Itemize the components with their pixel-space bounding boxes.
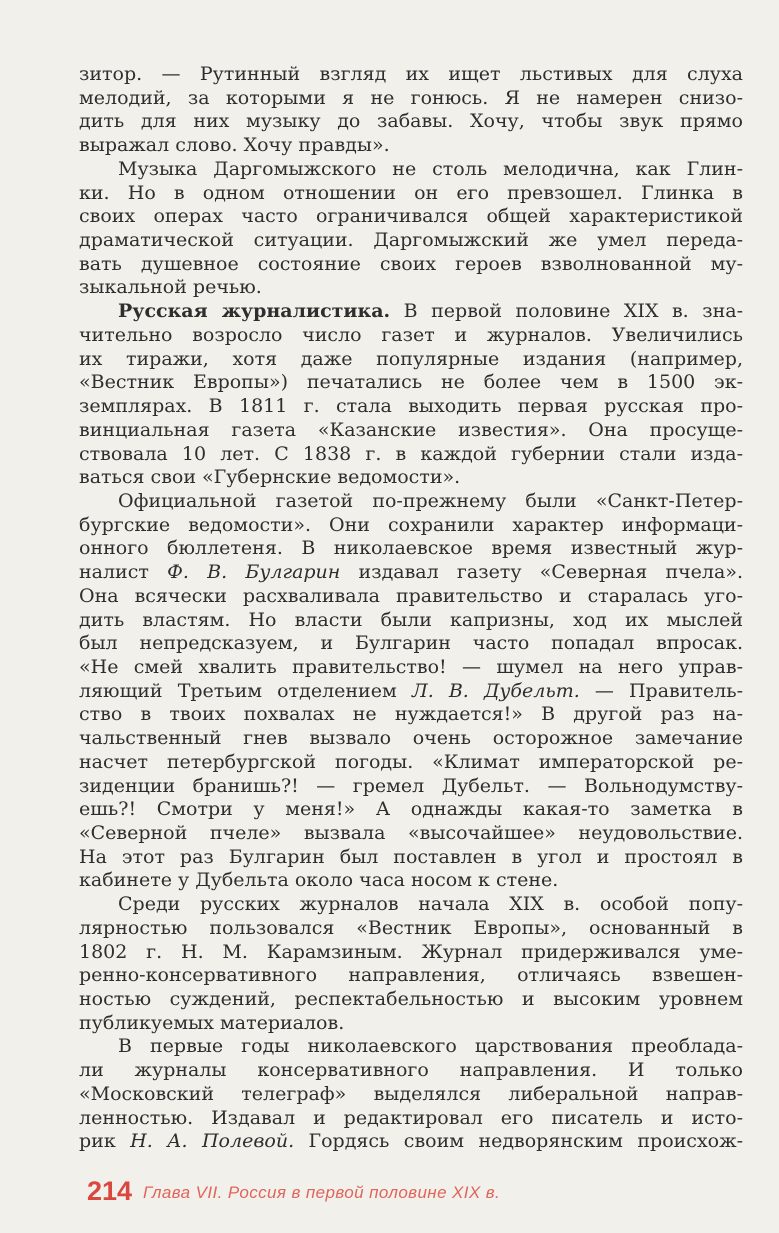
- text-line: [79, 609, 743, 633]
- text-segment: «Вестник Европы») печатались не более чем в 1500 эк-: [79, 371, 743, 394]
- text-line: [79, 182, 743, 206]
- text-line: [79, 822, 743, 846]
- text-line: [79, 917, 743, 941]
- text-segment: выражал слово. Хочу правды».: [79, 134, 390, 157]
- text-segment: налист: [79, 561, 168, 584]
- text-segment: Среди русских журналов начала XIX в. особой попу-: [118, 893, 743, 916]
- text-segment: ствовала 10 лет. С 1838 г. в каждой губернии стали изда-: [79, 442, 743, 465]
- text-line: [79, 110, 743, 134]
- text-line: [79, 846, 743, 870]
- text-segment: мелодий, за которыми я не гонюсь. Я не намерен снизо-: [79, 86, 743, 109]
- text-segment: зыкальной речью.: [79, 276, 262, 299]
- text-segment: Официальной газетой по-прежнему были «Санкт-Петер-: [118, 489, 743, 512]
- text-segment: ство в твоих похвалах не нуждается!» В другой раз на-: [79, 703, 743, 726]
- text-line: [79, 869, 743, 893]
- person-name: Н. А. Полевой.: [130, 1130, 295, 1153]
- text-line: [79, 134, 743, 158]
- text-segment: чительно возросло число газет и журналов. Увеличились: [79, 323, 743, 346]
- text-segment: «Не смей хвалить правительство! — шумел на него управ-: [79, 655, 743, 678]
- text-line: [79, 348, 743, 372]
- text-segment: дить властям. Но власти были капризны, ход их мыслей: [79, 608, 743, 631]
- text-line: [79, 585, 743, 609]
- text-line: [79, 751, 743, 775]
- text-segment: «Московский телеграф» выделялся либеральной направ-: [79, 1082, 743, 1105]
- paragraph: [79, 893, 743, 1035]
- text-line: [79, 1059, 743, 1083]
- paragraph: [79, 1035, 743, 1154]
- text-segment: кабинете у Дубельта около часа носом к стене.: [79, 869, 559, 892]
- text-line: [79, 158, 743, 182]
- text-segment: винциальная газета «Казанские известия». Она просуще-: [79, 418, 743, 441]
- text-segment: ленностью. Издавал и редактировал его писатель и исто-: [79, 1106, 743, 1129]
- text-segment: рик: [79, 1130, 131, 1153]
- person-name: Ф. В. Булгарин: [167, 561, 341, 584]
- text-line: [79, 727, 743, 751]
- text-segment: чальственный гнев вызвало очень осторожное замечание: [79, 727, 743, 750]
- text-line: [79, 443, 743, 467]
- text-line: [79, 300, 743, 324]
- text-line: [79, 941, 743, 965]
- text-line: [79, 87, 743, 111]
- running-head: Глава VII. Россия в первой половине XIX в.: [143, 1183, 501, 1202]
- text-line: [79, 253, 743, 277]
- text-line: [79, 205, 743, 229]
- paragraph: [79, 158, 743, 300]
- text-segment: насчет петербургской погоды. «Климат императорской ре-: [79, 750, 743, 773]
- text-line: [79, 1107, 743, 1131]
- text-line: [79, 1012, 743, 1036]
- text-segment: 1802 г. Н. М. Карамзиным. Журнал придерживался уме-: [79, 940, 743, 963]
- text-line: [79, 703, 743, 727]
- text-segment: зитор. — Рутинный взгляд их ищет льстивых для слуха: [79, 63, 743, 85]
- text-segment: ляющий Третьим отделением: [79, 679, 412, 702]
- text-segment: Музыка Даргомыжского не столь мелодична, как Глин-: [118, 157, 743, 180]
- text-segment: дить для них музыку до забавы. Хочу, чтобы звук прямо: [79, 110, 743, 133]
- page-number: 214: [87, 1176, 133, 1206]
- text-line: [79, 656, 743, 680]
- text-line: [79, 466, 743, 490]
- text-line: [79, 798, 743, 822]
- text-line: [79, 561, 743, 585]
- text-line: [79, 1130, 743, 1154]
- body-text: [79, 63, 743, 1154]
- text-line: [79, 680, 743, 704]
- text-line: [79, 371, 743, 395]
- text-line: [79, 1035, 743, 1059]
- text-line: [79, 1083, 743, 1107]
- text-segment: В первой половине XIX в. зна-: [390, 300, 743, 323]
- text-segment: «Северной пчеле» вызвала «высочайшее» неудовольствие.: [79, 822, 743, 844]
- text-segment: Гордясь своим недворянским происхож-: [294, 1130, 743, 1153]
- text-segment: онного бюллетеня. В николаевское время известный жур-: [79, 537, 743, 560]
- text-segment: публикуемых материалов.: [79, 1011, 345, 1034]
- text-line: [79, 514, 743, 538]
- text-segment: своих операх часто ограничивался общей характеристикой: [79, 205, 743, 228]
- text-segment: был непредсказуем, и Булгарин часто попадал впросак.: [79, 632, 743, 655]
- text-line: [79, 419, 743, 443]
- paragraph: [79, 63, 743, 158]
- text-segment: земплярах. В 1811 г. стала выходить первая русская про-: [79, 395, 743, 418]
- text-segment: зиденции бранишь?! — гремел Дубельт. — Вольнодумству-: [79, 774, 743, 797]
- text-line: [79, 893, 743, 917]
- text-line: [79, 63, 743, 87]
- text-segment: лярностью пользовался «Вестник Европы», основанный в: [79, 916, 743, 939]
- text-segment: издавал газету «Северная пчела».: [340, 561, 743, 584]
- text-segment: бургские ведомости». Они сохранили характер информаци-: [79, 513, 743, 536]
- text-segment: их тиражи, хотя даже популярные издания (например,: [79, 347, 743, 370]
- paragraph: [79, 300, 743, 490]
- text-segment: ренно-консервативного направления, отличаясь взвешен-: [79, 964, 743, 987]
- text-segment: ки. Но в одном отношении он его превзошел. Глинка в: [79, 181, 743, 204]
- text-line: [79, 229, 743, 253]
- text-segment: драматической ситуации. Даргомыжский же умел переда-: [79, 229, 743, 252]
- text-segment: Она всячески расхваливала правительство и старалась уго-: [79, 584, 743, 607]
- person-name: Л. В. Дубельт.: [411, 679, 580, 702]
- section-heading: Русская журналистика.: [118, 300, 391, 323]
- text-segment: ностью суждений, респектабельностью и высоким уровнем: [79, 988, 743, 1011]
- text-line: [79, 276, 743, 300]
- paragraph: [79, 490, 743, 893]
- text-line: [79, 537, 743, 561]
- text-segment: ваться свои «Губернские ведомости».: [79, 466, 461, 489]
- text-line: [79, 988, 743, 1012]
- text-line: [79, 964, 743, 988]
- text-segment: На этот раз Булгарин был поставлен в угол и простоял в: [79, 845, 743, 868]
- text-segment: — Правитель-: [579, 679, 743, 702]
- text-line: [79, 775, 743, 799]
- text-segment: В первые годы николаевского царствования преоблада-: [118, 1035, 743, 1058]
- text-segment: вать душевное состояние своих героев взволнованной му-: [79, 252, 743, 275]
- text-segment: ли журналы консервативного направления. И только: [79, 1059, 743, 1082]
- text-line: [79, 395, 743, 419]
- text-line: [79, 324, 743, 348]
- text-line: [79, 632, 743, 656]
- text-line: [79, 490, 743, 514]
- text-segment: ешь?! Смотри у меня!» А однажды какая-то заметка в: [79, 798, 743, 821]
